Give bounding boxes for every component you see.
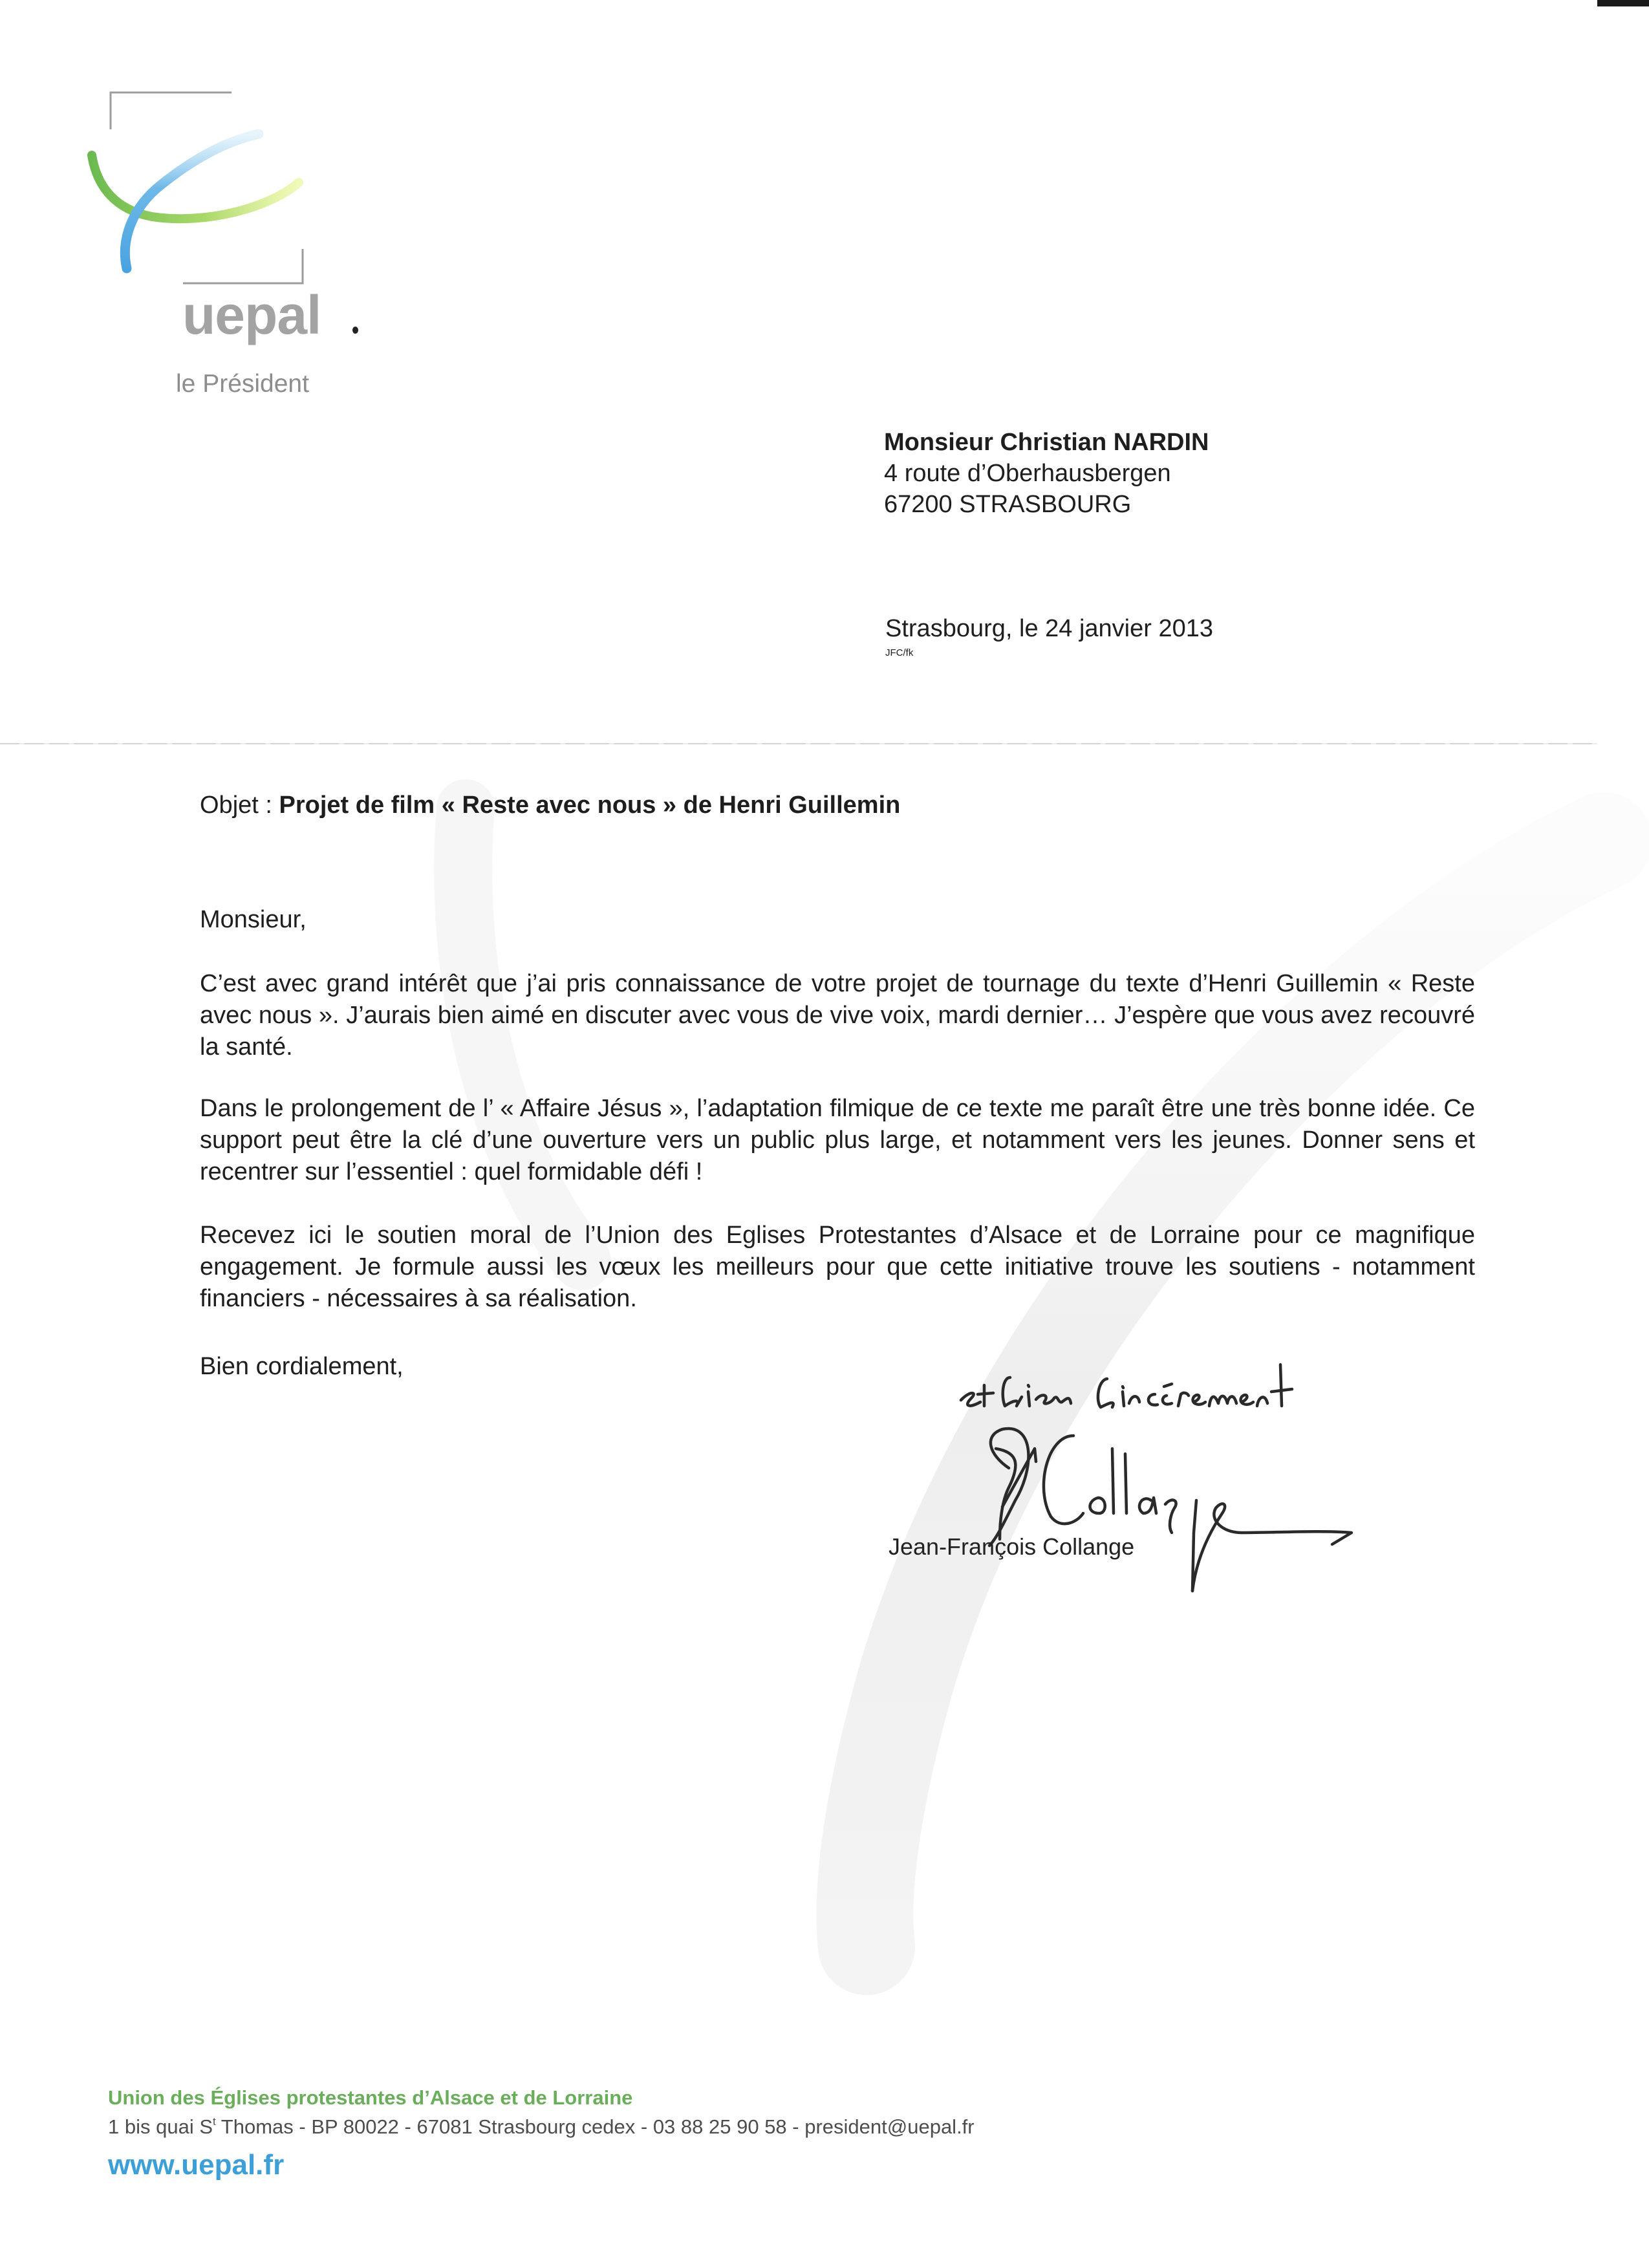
signature-strokes bbox=[989, 1429, 1352, 1591]
footer-address bbox=[108, 2116, 975, 2137]
footer-organization: Union des Églises protestantes d’Alsace et de Lorraine bbox=[108, 2086, 633, 2109]
closing-formula: Bien cordialement, bbox=[200, 1353, 404, 1380]
body-paragraph: Dans le prolongement de l’ « Affaire Jésus », l’adaptation filmique de ce texte me paraît être une très bonne idée. Ce support peut être la clé d’une ouverture vers un public plus large, et notamment vers les jeunes. Donner sens et recentrer sur l’essentiel : quel formidable défi ! bbox=[200, 1095, 1475, 1185]
reference-code: JFC/fk bbox=[885, 647, 914, 658]
letterhead-subtitle: le Président bbox=[176, 370, 309, 398]
paper-fold-line bbox=[0, 743, 1597, 744]
body-paragraph: Recevez ici le soutien moral de l’Union des Eglises Protestantes d’Alsace et de Lorraine pour ce magnifique engagement. Je formule aussi les vœux les meilleurs pour que cette initiative trouve les soutiens - notamment financiers - nécessaires à sa réalisation. bbox=[200, 1222, 1475, 1312]
body-paragraph: C’est avec grand intérêt que j’ai pris connaissance de votre projet de tournage du texte d’Henri Guillemin « Reste avec nous ». J’aurais bien aimé en discuter avec vous de vive voix, mardi dernier… J’espère que vous avez recouvré la santé. bbox=[200, 970, 1475, 1061]
logo-blue-swoosh bbox=[125, 134, 259, 268]
footer-address-prefix: 1 bis quai S bbox=[108, 2115, 213, 2138]
footer-address-sup: t bbox=[213, 2115, 216, 2128]
recipient-street: 4 route d’Oberhausbergen bbox=[884, 460, 1171, 487]
salutation: Monsieur, bbox=[200, 906, 307, 933]
logo-bracket-bottom-right bbox=[183, 249, 303, 283]
recipient-address bbox=[884, 427, 1209, 520]
subject-line bbox=[200, 793, 900, 817]
handwritten-note bbox=[961, 1365, 1292, 1407]
footer-website-link[interactable]: www.uepal.fr bbox=[108, 2149, 285, 2181]
date-line: Strasbourg, le 24 janvier 2013 bbox=[885, 615, 1213, 642]
uepal-logo-icon bbox=[0, 0, 336, 297]
handwritten-signature bbox=[938, 1339, 1487, 1610]
logo-wordmark: uepal bbox=[182, 285, 321, 345]
signatory-name: Jean-François Collange bbox=[889, 1533, 1135, 1560]
footer-address-rest: Thomas - BP 80022 - 67081 Strasbourg cedex - 03 88 25 90 58 - president@uepal.fr bbox=[215, 2115, 975, 2138]
subject-label: Objet : bbox=[200, 792, 279, 819]
subject-text: Projet de film « Reste avec nous » de Henri Guillemin bbox=[279, 792, 901, 819]
recipient-name: Monsieur Christian NARDIN bbox=[884, 429, 1209, 456]
scan-edge-artifact bbox=[1597, 0, 1649, 6]
ink-speck bbox=[352, 327, 358, 334]
recipient-city: 67200 STRASBOURG bbox=[884, 491, 1132, 518]
logo-bracket-top-left bbox=[111, 92, 232, 129]
